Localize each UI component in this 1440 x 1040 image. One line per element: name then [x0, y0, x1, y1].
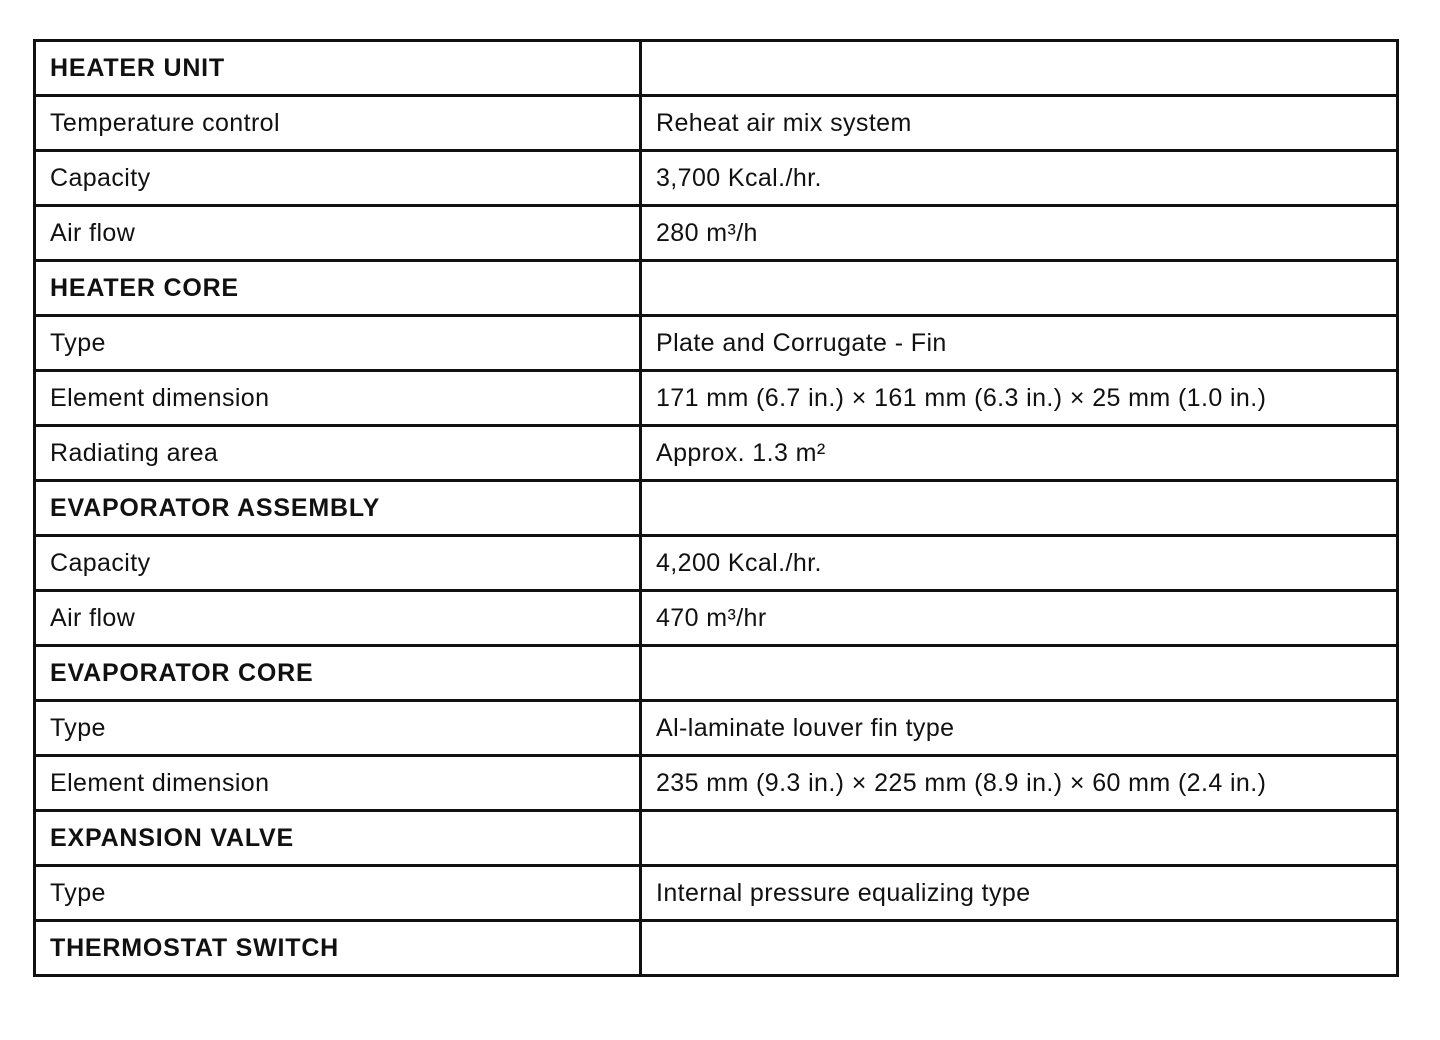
spec-label: Type	[35, 866, 641, 921]
section-value-empty	[641, 41, 1398, 96]
spec-label: Capacity	[35, 536, 641, 591]
table-row	[35, 866, 1398, 921]
section-header-row	[35, 646, 1398, 701]
section-value-empty	[641, 481, 1398, 536]
section-value-empty	[641, 261, 1398, 316]
specification-table-body	[35, 41, 1398, 976]
section-header-row	[35, 261, 1398, 316]
spec-value: 3,700 Kcal./hr.	[641, 151, 1398, 206]
section-header-row	[35, 41, 1398, 96]
spec-label: Type	[35, 316, 641, 371]
specification-table	[33, 39, 1399, 977]
section-title: HEATER UNIT	[35, 41, 641, 96]
section-header-row	[35, 481, 1398, 536]
spec-value: Al-laminate louver fin type	[641, 701, 1398, 756]
spec-label: Element dimension	[35, 371, 641, 426]
section-value-empty	[641, 646, 1398, 701]
spec-value: Internal pressure equalizing type	[641, 866, 1398, 921]
spec-value: Plate and Corrugate - Fin	[641, 316, 1398, 371]
spec-value: 280 m³/h	[641, 206, 1398, 261]
spec-label: Type	[35, 701, 641, 756]
spec-value: 470 m³/hr	[641, 591, 1398, 646]
spec-value: 235 mm (9.3 in.) × 225 mm (8.9 in.) × 60 mm (2.4 in.)	[641, 756, 1398, 811]
spec-label: Radiating area	[35, 426, 641, 481]
spec-label: Capacity	[35, 151, 641, 206]
table-row	[35, 591, 1398, 646]
spec-label: Air flow	[35, 206, 641, 261]
spec-label: Air flow	[35, 591, 641, 646]
table-row	[35, 371, 1398, 426]
spec-value: Reheat air mix system	[641, 96, 1398, 151]
section-title: EXPANSION VALVE	[35, 811, 641, 866]
table-row	[35, 151, 1398, 206]
table-row	[35, 756, 1398, 811]
table-row	[35, 316, 1398, 371]
section-value-empty	[641, 921, 1398, 976]
table-row	[35, 536, 1398, 591]
section-header-row	[35, 921, 1398, 976]
section-title: THERMOSTAT SWITCH	[35, 921, 641, 976]
section-header-row	[35, 811, 1398, 866]
spec-value: 171 mm (6.7 in.) × 161 mm (6.3 in.) × 25 mm (1.0 in.)	[641, 371, 1398, 426]
section-title: HEATER CORE	[35, 261, 641, 316]
spec-value: 4,200 Kcal./hr.	[641, 536, 1398, 591]
table-row	[35, 701, 1398, 756]
spec-label: Temperature control	[35, 96, 641, 151]
spec-label: Element dimension	[35, 756, 641, 811]
section-value-empty	[641, 811, 1398, 866]
table-row	[35, 426, 1398, 481]
spec-value: Approx. 1.3 m²	[641, 426, 1398, 481]
table-row	[35, 206, 1398, 261]
section-title: EVAPORATOR CORE	[35, 646, 641, 701]
table-row	[35, 96, 1398, 151]
section-title: EVAPORATOR ASSEMBLY	[35, 481, 641, 536]
